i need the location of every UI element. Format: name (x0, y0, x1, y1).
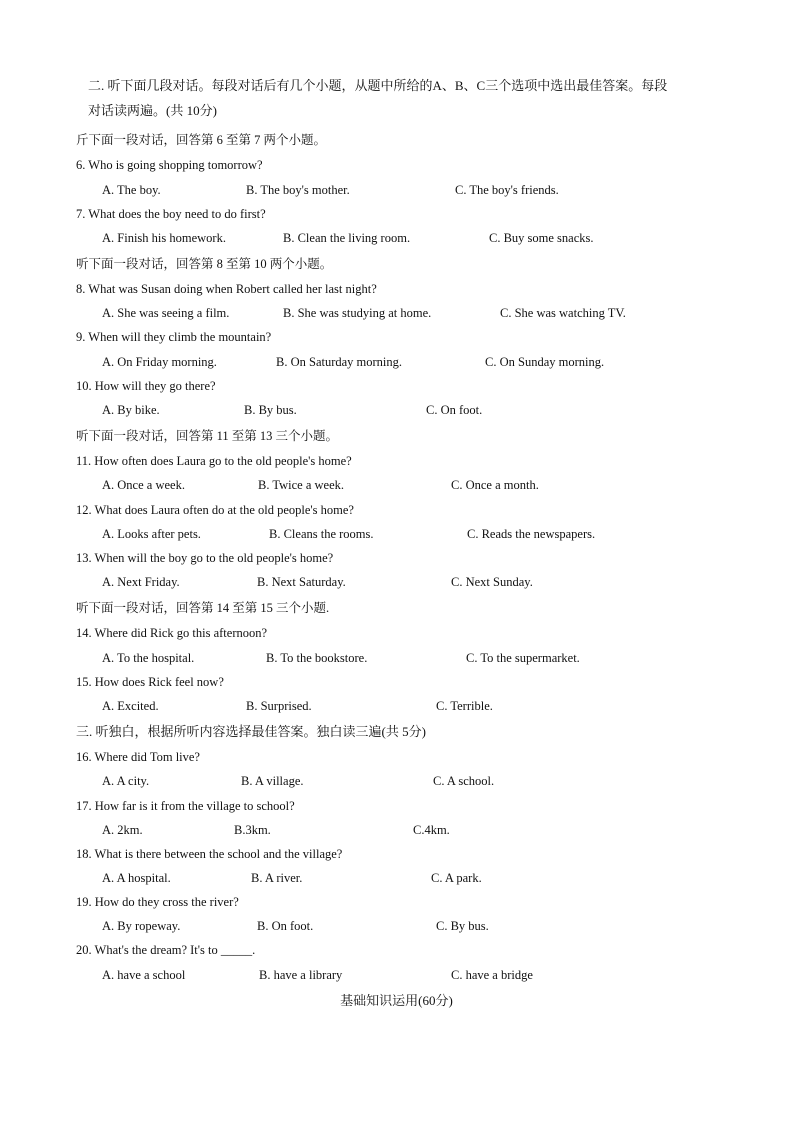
section2-header-line1: 二. 听下面几段对话。每段对话后有几个小题，从题中所给的A、B、C三个选项中选出最佳答案。每段 (88, 78, 668, 93)
q8-option-c: C. She was watching TV. (500, 306, 626, 320)
question-6: 6. Who is going shopping tomorrow? (76, 158, 263, 172)
q19-option-a: A. By ropeway. (102, 919, 181, 933)
question-8: 8. What was Susan doing when Robert called her last night? (76, 282, 377, 296)
instruction-3: 听下面一段对话，回答第 11 至第 13 三个小题。 (76, 429, 339, 443)
q6-option-b: B. The boy's mother. (246, 183, 350, 197)
q9-option-b: B. On Saturday morning. (276, 355, 403, 369)
question-16: 16. Where did Tom live? (76, 750, 200, 764)
q17-option-a: A. 2km. (102, 823, 143, 837)
question-13: 13. When will the boy go to the old people's home? (76, 551, 334, 565)
section2-header-line2: 对话读两遍。(共 10分) (88, 103, 217, 118)
q8-option-b: B. She was studying at home. (283, 306, 432, 320)
q16-option-b: B. A village. (241, 774, 304, 788)
q13-option-a: A. Next Friday. (102, 575, 180, 589)
q10-option-a: A. By bike. (102, 403, 160, 417)
q7-option-c: C. Buy some snacks. (489, 231, 594, 245)
q9-option-c: C. On Sunday morning. (485, 355, 605, 369)
footer-title: 基础知识运用(60分) (340, 993, 453, 1008)
q20-option-b: B. have a library (259, 968, 343, 982)
q12-option-c: C. Reads the newspapers. (467, 527, 596, 541)
q11-option-b: B. Twice a week. (258, 478, 345, 492)
q17-option-b: B.3km. (234, 823, 271, 837)
q8-option-a: A. She was seeing a film. (102, 306, 230, 320)
q18-option-a: A. A hospital. (102, 871, 171, 885)
question-11: 11. How often does Laura go to the old people's home? (76, 454, 352, 468)
q13-option-c: C. Next Sunday. (451, 575, 533, 589)
q20-option-c: C. have a bridge (451, 968, 533, 982)
q17-option-c: C.4km. (413, 823, 450, 837)
q14-option-c: C. To the supermarket. (466, 651, 580, 665)
q6-option-a: A. The boy. (102, 183, 161, 197)
q11-option-c: C. Once a month. (451, 478, 539, 492)
section3-header: 三. 听独白，根据所听内容选择最佳答案。独白读三遍(共 5分) (76, 724, 426, 739)
question-19: 19. How do they cross the river? (76, 895, 239, 909)
q19-option-b: B. On foot. (257, 919, 314, 933)
question-10: 10. How will they go there? (76, 379, 216, 393)
q10-option-b: B. By bus. (244, 403, 297, 417)
q15-option-c: C. Terrible. (436, 699, 493, 713)
instruction-2: 听下面一段对话，回答第 8 至第 10 两个小题。 (76, 257, 333, 271)
q12-option-a: A. Looks after pets. (102, 527, 201, 541)
q14-option-b: B. To the bookstore. (266, 651, 368, 665)
question-14: 14. Where did Rick go this afternoon? (76, 626, 268, 640)
q16-option-a: A. A city. (102, 774, 150, 788)
question-15: 15. How does Rick feel now? (76, 675, 224, 689)
instruction-4: 听下面一段对话，回答第 14 至第 15 三个小题. (76, 601, 330, 615)
q18-option-c: C. A park. (431, 871, 482, 885)
question-20: 20. What's the dream? It's to _____. (76, 943, 256, 957)
q16-option-c: C. A school. (433, 774, 495, 788)
q12-option-b: B. Cleans the rooms. (269, 527, 374, 541)
q6-option-c: C. The boy's friends. (455, 183, 559, 197)
q14-option-a: A. To the hospital. (102, 651, 195, 665)
q9-option-a: A. On Friday morning. (102, 355, 217, 369)
question-17: 17. How far is it from the village to school? (76, 799, 295, 813)
question-9: 9. When will they climb the mountain? (76, 330, 272, 344)
q15-option-b: B. Surprised. (246, 699, 312, 713)
q19-option-c: C. By bus. (436, 919, 489, 933)
q7-option-b: B. Clean the living room. (283, 231, 411, 245)
question-7: 7. What does the boy need to do first? (76, 207, 266, 221)
q20-option-a: A. have a school (102, 968, 186, 982)
question-12: 12. What does Laura often do at the old people's home? (76, 503, 354, 517)
question-18: 18. What is there between the school and the village? (76, 847, 343, 861)
q10-option-c: C. On foot. (426, 403, 483, 417)
instruction-1: 斤下面一段对话，回答第 6 至第 7 两个小题。 (76, 133, 327, 147)
q11-option-a: A. Once a week. (102, 478, 185, 492)
q13-option-b: B. Next Saturday. (257, 575, 346, 589)
q7-option-a: A. Finish his homework. (102, 231, 226, 245)
q18-option-b: B. A river. (251, 871, 303, 885)
q15-option-a: A. Excited. (102, 699, 159, 713)
